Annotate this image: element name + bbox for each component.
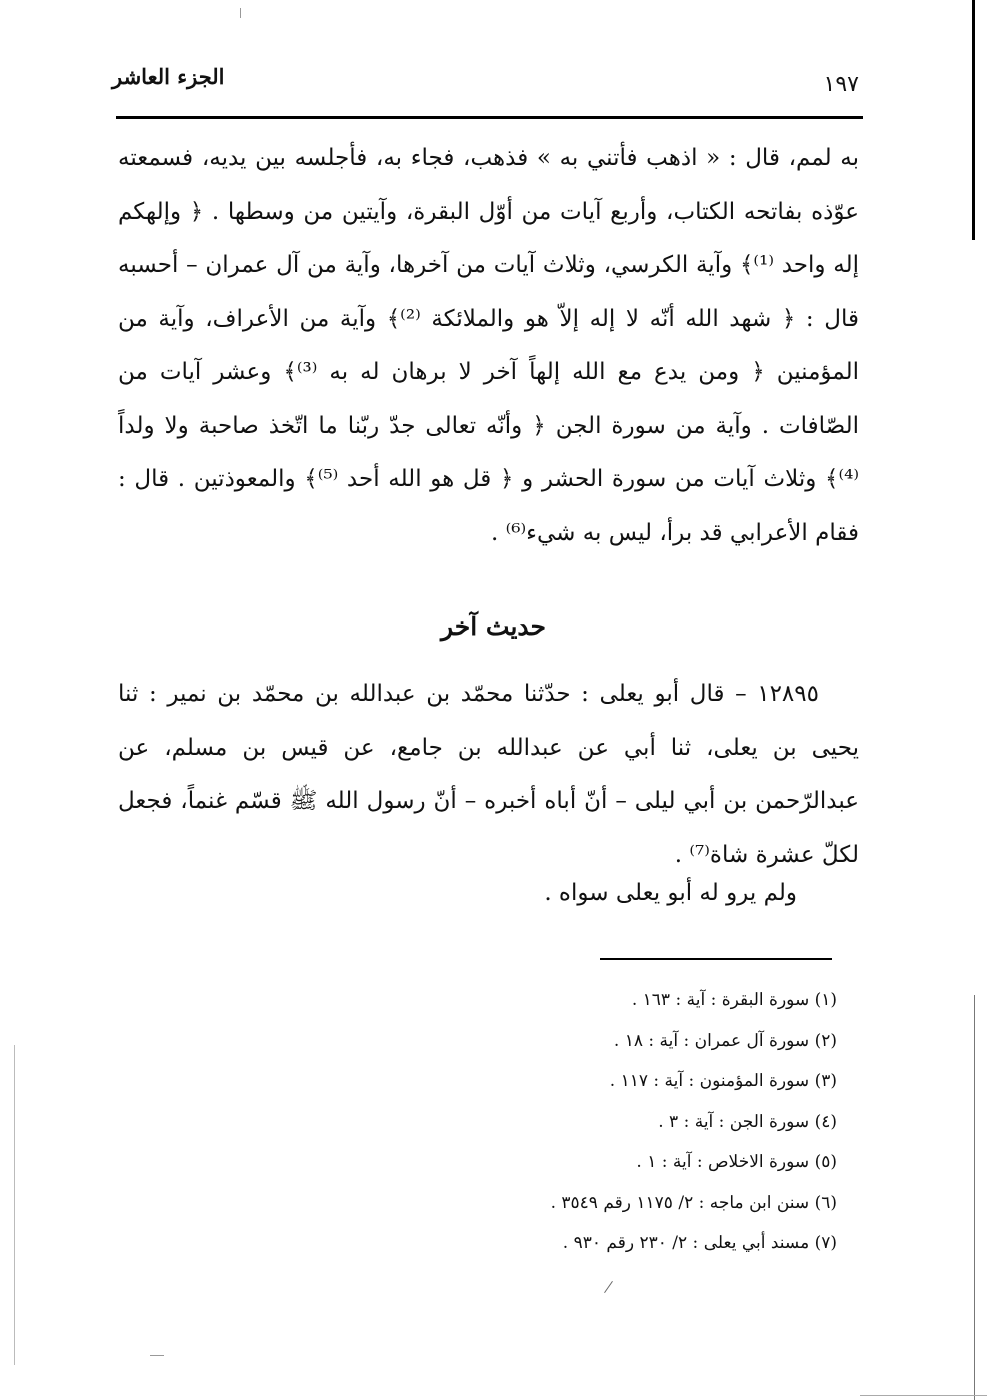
hadith-text: ١٢٨٩٥ – قال أبو يعلى : حدّثنا محمّد بن عبدالله بن محمّد بن نمير : ثنا يحيى بن يعلى، ثنا أبي عن عبدالله بن جامع، عن قيس بن مسلم، عن عبدالرّحمن بن أبي ليلى – أنّ أباه أخبره – أنّ رسول الله ﷺ قسّم غنماً، فجعل لكلّ عشرة شاة⁽⁷⁾ . [118, 681, 859, 868]
footnote-6: (٦) سنن ابن ماجه : ٢/ ١١٧٥ رقم ٣٥٤٩ . [550, 1192, 837, 1213]
scan-mark [604, 1281, 613, 1293]
footnote-4: (٤) سورة الجن : آية : ٣ . [658, 1111, 837, 1132]
footnote-7: (٧) مسند أبي يعلى : ٢/ ٢٣٠ رقم ٩٣٠ . [562, 1233, 837, 1253]
main-paragraph [118, 132, 859, 560]
section-heading: حديث آخر [441, 612, 546, 641]
scan-edge-line-lower [974, 995, 975, 1400]
footnotes [407, 980, 837, 1264]
hadith-block [118, 668, 859, 882]
footnote-3: (٣) سورة المؤمنون : آية : ١١٧ . [609, 1071, 837, 1091]
footnote-2: (٢) سورة آل عمران : آية : ١٨ . [613, 1030, 837, 1051]
scan-mark [240, 8, 241, 18]
footnote-1: (١) سورة البقرة : آية : ١٦٣ . [631, 990, 837, 1010]
closing-note: ولم يرو له أبو يعلى سواه . [544, 880, 797, 906]
scan-edge-line-bottom [860, 1395, 987, 1396]
scan-edge-line-left [14, 1045, 15, 1365]
footnote-divider [600, 958, 832, 960]
scan-edge-line [972, 0, 975, 240]
header-divider [116, 116, 863, 119]
running-header-title: الجزء العاشر [112, 64, 225, 89]
scan-mark [150, 1355, 164, 1356]
page-number: ١٩٧ [823, 72, 859, 97]
paragraph-text: به لمم، قال : « اذهب فأتني به » فذهب، فجاء به، فأجلسه بين يديه، فسمعته عوّذه بفاتحه الكتاب، وأربع آيات من أوّل البقرة، وآيتين من وسطها . ﴿ وإلهكم إله واحد ⁽¹⁾﴾ وآية الكرسي، وثلاث آيات من آخرها، وآية من آل عمران – أحسبه قال : ﴿ شهد الله أنّه لا إله إلاّ هو والملائكة ⁽²⁾﴾ وآية من الأعراف، وآية من المؤمنين ﴿ ومن يدع مع الله إلهاً آخر لا برهان له به ⁽³⁾﴾ وعشر آيات من الصّافات . وآية من سورة الجن ﴿ وأنّه تعالى جدّ ربّنا ما اتّخذ صاحبة ولا ولداً ⁽⁴⁾﴾ وثلاث آيات من سورة الحشر و ﴿ قل هو الله أحد ⁽⁵⁾﴾ والمعوذتين . قال : فقام الأعرابي قد برأ، ليس به شيء⁽⁶⁾ . [118, 145, 860, 546]
footnote-5: (٥) سورة الاخلاص : آية : ١ . [636, 1152, 837, 1172]
